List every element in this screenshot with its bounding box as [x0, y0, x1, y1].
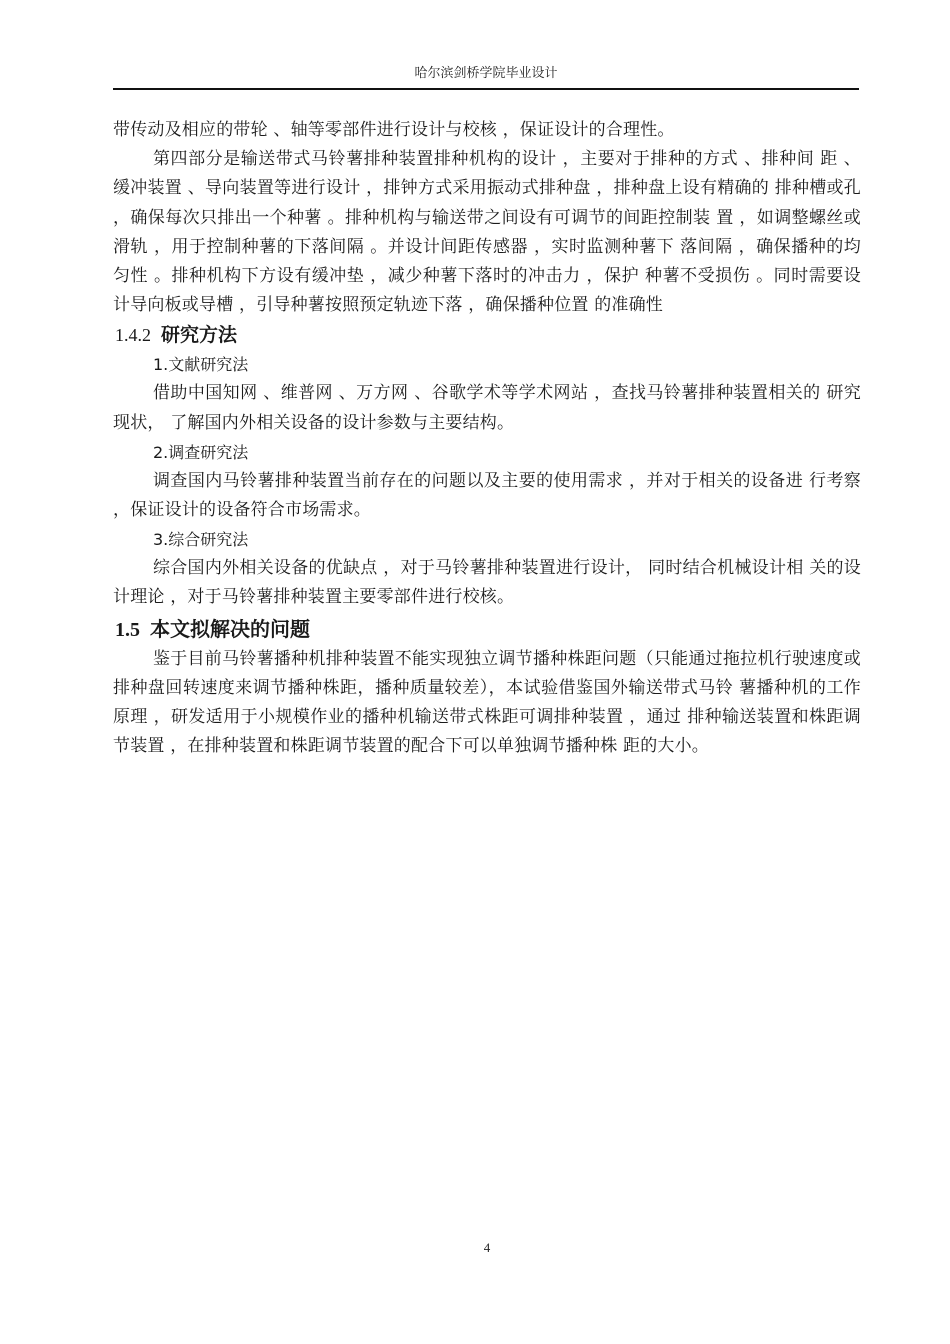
section-title: 本文拟解决的问题 — [150, 616, 310, 641]
method-text-survey: 调查国内马铃薯排种装置当前存在的问题以及主要的使用需求 ，并对于相关的设备进 行考察 ，保证设计的设备符合市场需求。 — [113, 470, 861, 521]
section-number: 1.4.2 — [115, 325, 151, 346]
section-heading-1-5 — [113, 613, 861, 645]
method-label-survey: 2.调查研究法 — [153, 442, 249, 462]
section-heading-1-4-2 — [113, 320, 861, 350]
header-title: 哈尔滨剑桥学院毕业设计 — [414, 66, 558, 81]
paragraph-continued: 带传动及相应的带轮 、轴等零部件进行设计与校核 ，保证设计的合理性。 — [113, 120, 675, 140]
section-title: 研究方法 — [161, 324, 238, 347]
method-text-literature: 借助中国知网 、维普网 、万方网 、谷歌学术等学术网站 ，查找马铃薯排种装置相关的 研究现状， 了解国内外相关设备的设计参数与主要结构。 — [113, 383, 861, 433]
page-content — [113, 116, 861, 761]
page-number: 4 — [483, 1240, 491, 1255]
method-label-literature: 1.文献研究法 — [153, 355, 249, 375]
method-text-comprehensive: 综合国内外相关设备的优缺点 ，对于马铃薯排种装置进行设计， 同时结合机械设计相 关的设计理论 ，对于马铃薯排种装置主要零部件进行校核。 — [113, 558, 861, 608]
page-header — [113, 62, 859, 90]
paragraph-problems-to-solve: 鉴于目前马铃薯播种机排种装置不能实现独立调节播种株距问题（只能通过拖拉机行驶速度或排种盘回转速度来调节播种株距，播种质量较差），本试验借鉴国外输送带式马铃 薯播种机的工作原理 ，研发适用于小规模作业的播种机输送带式株距可调排种装置 ，通过 排种输送装置和株距调节装置 ，在排种装置和株距调节装置的配合下可以单独调节播种株 距的大小。 — [113, 648, 861, 757]
method-label-comprehensive: 3.综合研究法 — [153, 530, 249, 550]
paragraph-part-four: 第四部分是输送带式马铃薯排种装置排种机构的设计 ，主要对于排种的方式 、排种间 距 、缓冲装置 、导向装置等进行设计 ，排钟方式采用振动式排种盘 ，排种盘上设有精确的 排种槽或孔 ，确保每次只排出一个种薯 。排种机构与输送带之间设有可调节的间距控制装 置 ，如调整螺丝或滑轨 ，用于控制种薯的下落间隔 。并设计间距传感器 ，实时监测种薯下 落间隔 ，确保播种的均匀性 。排种机构下方设有缓冲垫 ，减少种薯下落时的冲击力 ，保护 种薯不受损伤 。同时需要设计导向板或导槽 ，引导种薯按照预定轨迹下落 ，确保播种位置 的准确性 — [113, 149, 861, 316]
section-number: 1.5 — [115, 618, 140, 641]
